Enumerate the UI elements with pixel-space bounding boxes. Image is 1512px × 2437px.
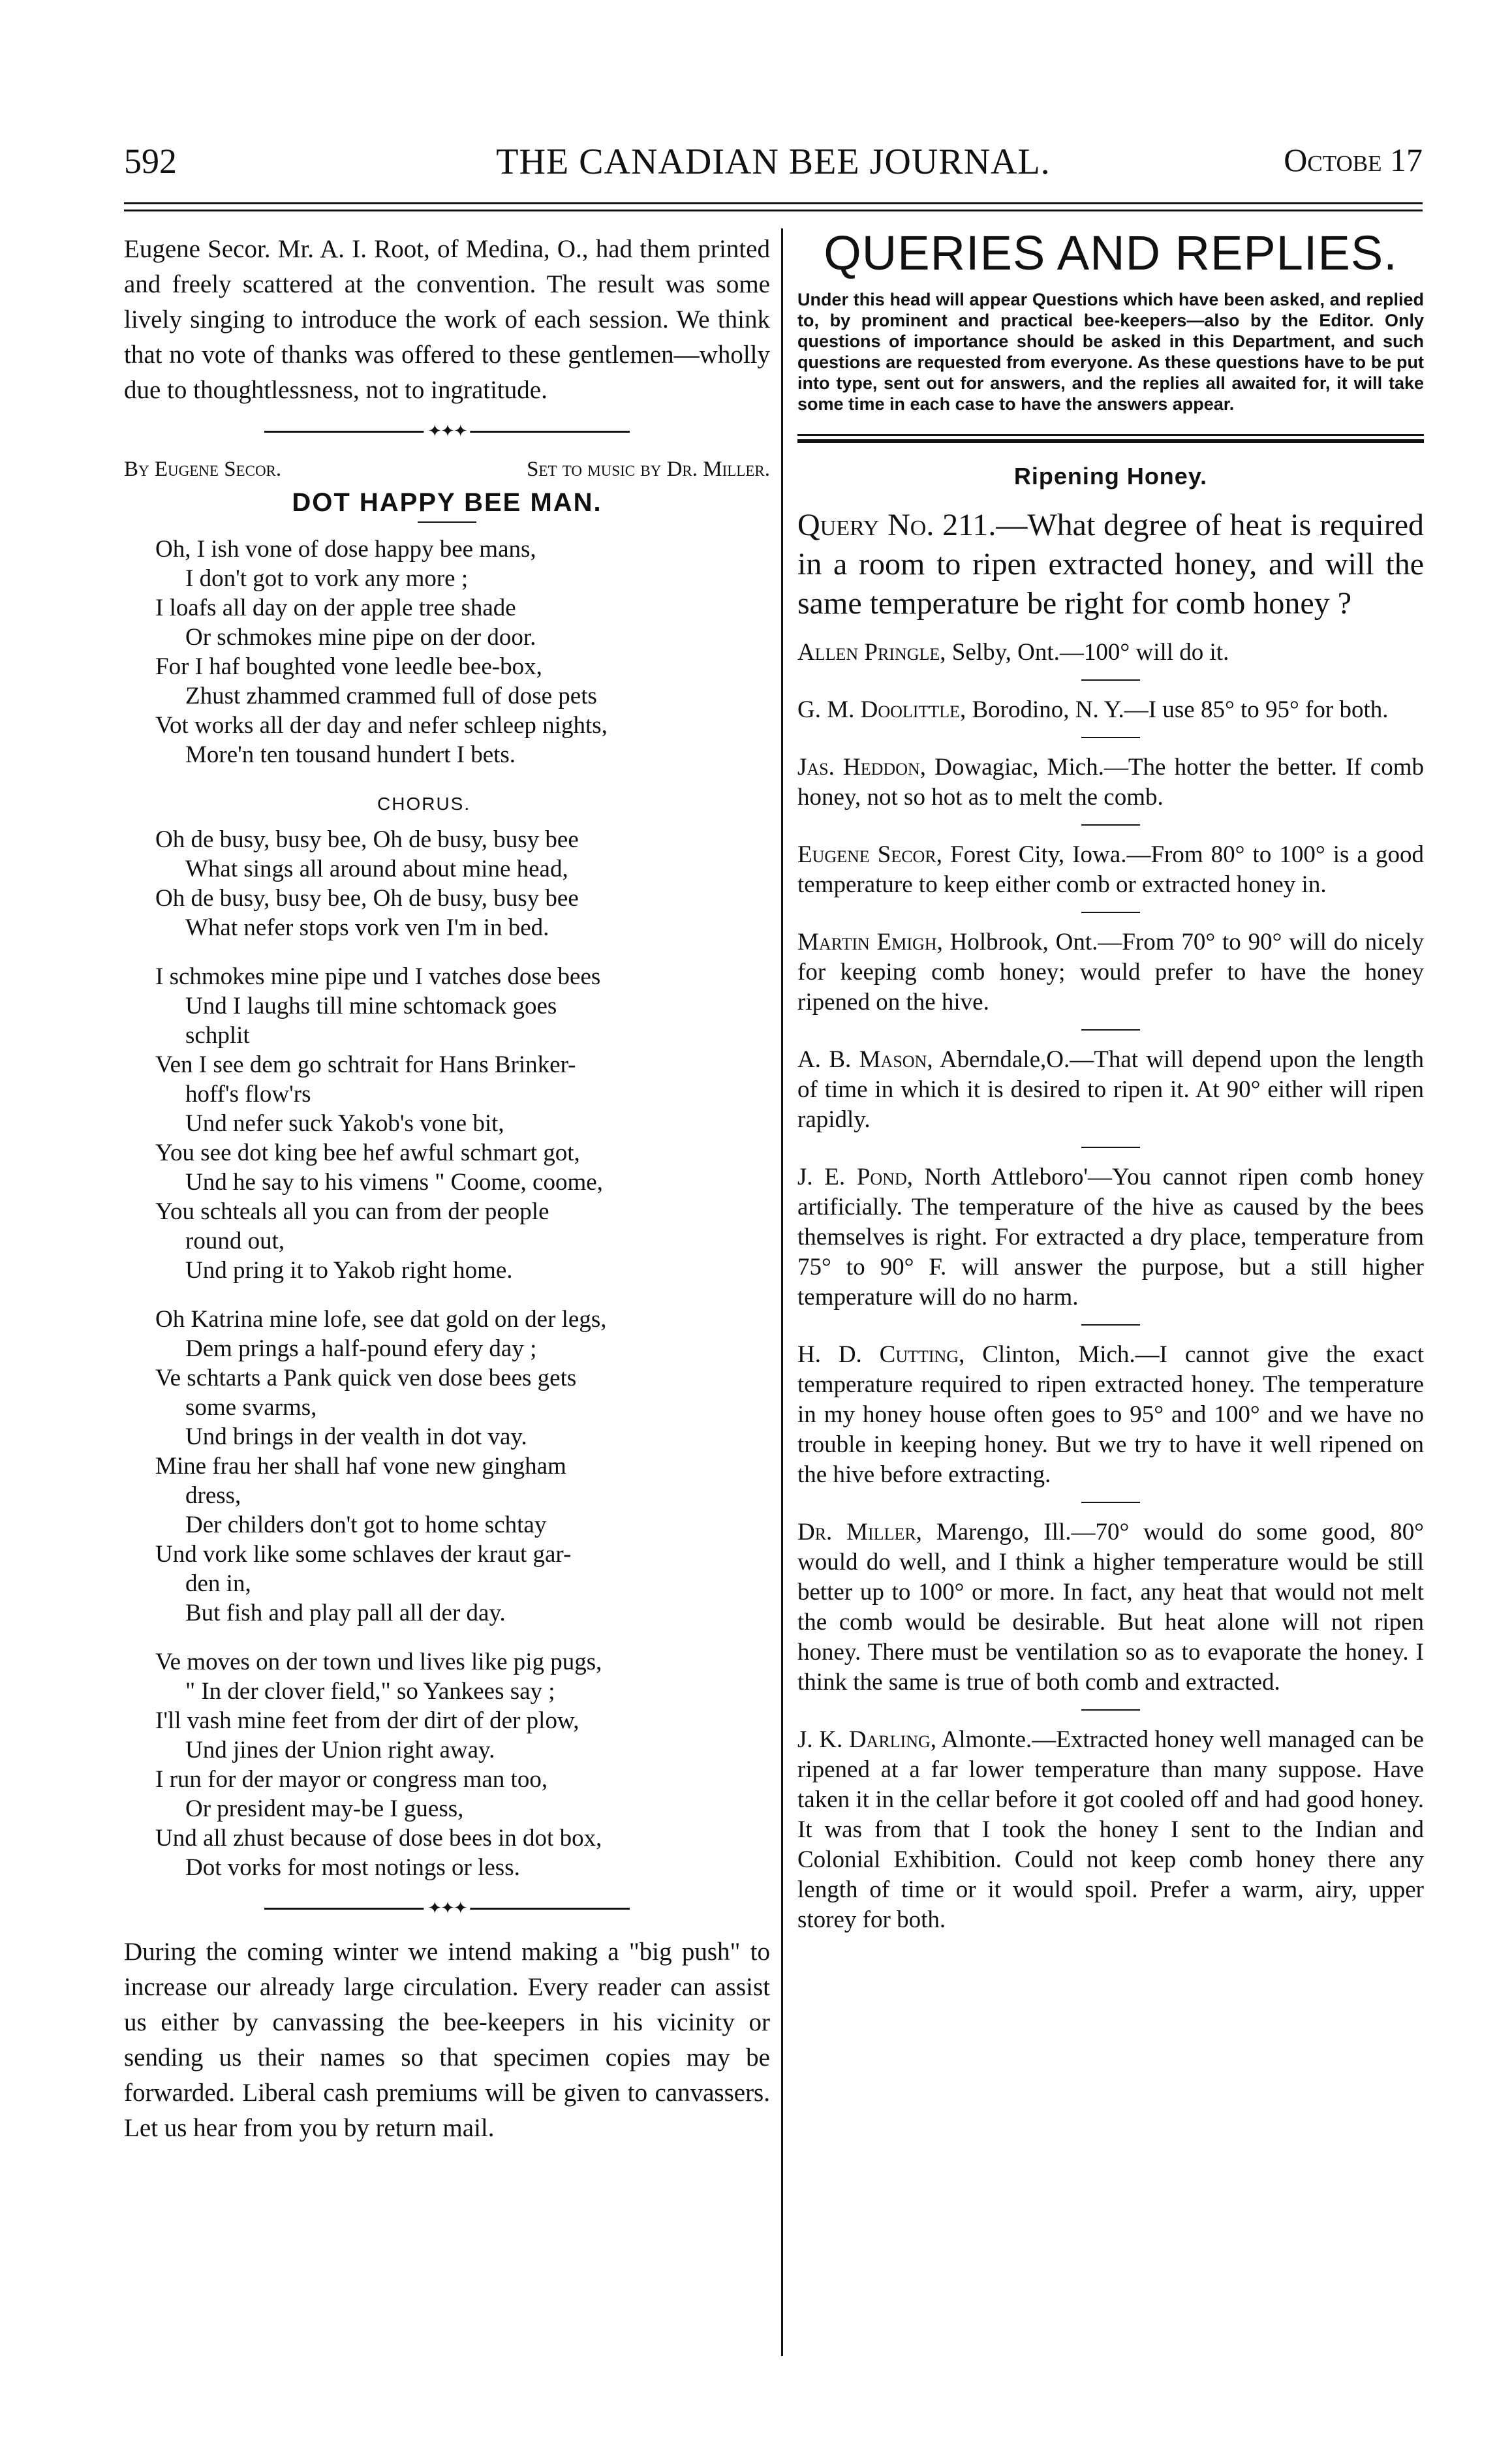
reply-separator [1081, 679, 1140, 681]
section-intro: Under this head will appear Questions which have been asked, and replied to, by prominent and practical bee-keepers—also by the Editor. Only questions of importance should be asked in this Department, and such questions are requested from everyone. As these questions have to be put into type, sent out for answers, and the replies all awaited for, it will take some time in each case to have the answers appear. [797, 290, 1424, 414]
reply-text: , Aberndale,O.—That will depend upon the length of time in which it is desired to ripen it. At 90° either will ripen rapidly. [797, 1046, 1424, 1133]
poem-line: Ve moves on der town und lives like pig pugs, [155, 1649, 602, 1675]
poem-title: DOT HAPPY BEE MAN. [292, 488, 602, 517]
closing-paragraph: During the coming winter we intend making a "big push" to increase our already large circulation. Every reader can assist us either by canvassing the bee-keepers in his vicinity or sending us their names so that specimen copies may be forwarded. Liberal cash premiums will be given to canvassers. Let us hear from you by return mail. [124, 1938, 770, 2142]
poem-music-credit: Set to music by Dr. Miller. [527, 458, 770, 481]
poem-line: You see dot king bee hef awful schmart got, [155, 1140, 580, 1166]
reply-text: , Dowagiac, Mich.—The hotter the better. If comb honey, not so hot as to melt the comb. [797, 754, 1424, 811]
reply-entry [797, 638, 1424, 668]
poem-line: I don't got to vork any more ; [185, 565, 469, 592]
reply-separator [1081, 1147, 1140, 1148]
reply-author: Eugene Secor [797, 841, 936, 868]
reply-entry [797, 1340, 1424, 1490]
poem-line: Der childers don't got to home schtay [185, 1512, 547, 1538]
reply-separator [1081, 1709, 1140, 1711]
poem-line: hoff's flow'rs [185, 1081, 311, 1108]
reply-spacer [797, 623, 1424, 638]
poem-line: I schmokes mine pipe und I vatches dose bees [155, 963, 601, 990]
poem-line: Und pring it to Yakob right home. [185, 1257, 513, 1284]
poem-line: I loafs all day on der apple tree shade [155, 595, 516, 621]
rule-thick [797, 439, 1424, 443]
right-column [797, 226, 1425, 1935]
reply-author: Martin Emigh [797, 929, 937, 955]
poem-line: Und I laughs till mine schtomack goes [185, 993, 557, 1019]
poem-line: Und he say to his vimens " Coome, coome, [185, 1169, 603, 1196]
poem-line: Oh Katrina mine lofe, see dat gold on der legs, [155, 1306, 607, 1333]
section-title: QUERIES AND REPLIES. [824, 226, 1398, 280]
reply-text: , Selby, Ont.—100° will do it. [940, 639, 1229, 666]
reply-text: , Clinton, Mich.—I cannot give the exact temperature required to ripen extracted honey. The temperature in my honey house often goes to 95° and 100° and we have no trouble in keeping honey. But we try to have it well ripened on the hive before extracting. [797, 1341, 1424, 1488]
poem-credit [124, 458, 770, 482]
reply-entry [797, 1162, 1424, 1312]
reply-text: , Almonte.—Extracted honey well managed can be ripened at a far lower temperature than many suppose. Have taken it in the cellar before it got cooled off and had good honey. It was from that I took the honey I sent to the Indian and Colonial Exhibition. Could not keep comb honey there any length of time or it would spoil. Prefer a warm, airy, upper storey for both. [797, 1726, 1424, 1933]
poem-line: Zhust zhammed crammed full of dose pets [185, 683, 597, 709]
header-rule-lower [124, 210, 1423, 211]
reply-text: , Holbrook, Ont.—From 70° to 90° will do nicely for keeping comb honey; would prefer to have the honey ripened on the hive. [797, 929, 1424, 1016]
reply-author: Dr. Miller [797, 1519, 916, 1545]
issue-date: Octobe 17 [1284, 142, 1423, 178]
poem-stanza-1 [155, 535, 770, 769]
reply-entry [797, 840, 1424, 900]
query-text [797, 506, 1424, 623]
header-rule [124, 202, 1423, 204]
reply-author: Jas. Heddon [797, 754, 920, 781]
poem-line: Vot works all der day and nefer schleep nights, [155, 712, 608, 739]
poem-line: More'n ten tousand hundert I bets. [185, 741, 516, 768]
poem-line: Und nefer suck Yakob's vone bit, [185, 1110, 504, 1137]
reply-entry [797, 1045, 1424, 1135]
reply-entry [797, 1725, 1424, 1935]
query-label: Query No. 211. [797, 508, 996, 542]
poem-line: Or schmokes mine pipe on der door. [185, 624, 536, 651]
poem-line: You schteals all you can from der people [155, 1198, 549, 1225]
poem-line: Dot vorks for most notings or less. [185, 1854, 520, 1881]
reply-entry [797, 927, 1424, 1017]
replies-list [797, 623, 1424, 1935]
intro-paragraph: Eugene Secor. Mr. A. I. Root, of Medina, O., had them printed and freely scattered at the convention. The result was some lively singing to introduce the work of each session. We think that no vote of thanks was offered to these gentlemen—wholly due to thoughtlessness, not to ingratitude. [124, 235, 770, 404]
poem-chorus [155, 825, 770, 942]
poem-line: But fish and play pall all der day. [185, 1600, 506, 1626]
ornament-glyph: ✦✦✦ [424, 425, 470, 438]
reply-separator [1081, 1502, 1140, 1503]
poem [155, 535, 770, 1882]
section-ornament [264, 422, 630, 441]
reply-entry [797, 753, 1424, 813]
poem-line: some svarms, [185, 1394, 317, 1421]
poem-line: round out, [185, 1228, 285, 1254]
poem-line: I'll vash mine feet from der dirt of der plow, [155, 1707, 579, 1734]
reply-text: , Forest City, Iowa.—From 80° to 100° is a good temperature to keep either comb or extracted honey in. [797, 841, 1424, 898]
poem-line: Und brings in der vealth in dot vay. [185, 1423, 527, 1450]
poem-line: Und vork like some schlaves der kraut gar- [155, 1541, 572, 1568]
poem-line: Und all zhust because of dose bees in dot box, [155, 1825, 602, 1852]
poem-line: den in, [185, 1570, 251, 1597]
poem-line: What nefer stops vork ven I'm in bed. [185, 914, 549, 941]
reply-separator [1081, 912, 1140, 913]
reply-entry [797, 1517, 1424, 1698]
reply-text: , North Attleboro'—You cannot ripen comb honey artificially. The temperature of the hive as caused by the bees themselves is right. For extracted a dry place, temperature from 75° to 90° F. will answer the purpose, but a still higher temperature will do no harm. [797, 1164, 1424, 1311]
reply-author: Allen Pringle [797, 639, 940, 666]
reply-separator [1081, 824, 1140, 826]
reply-author: G. M. Doolittle [797, 696, 960, 723]
query-subtitle: Ripening Honey. [1013, 463, 1208, 489]
reply-separator [1081, 1029, 1140, 1031]
section-ornament [264, 1899, 630, 1917]
reply-text: , Marengo, Ill.—70° would do some good, 80° would do well, and I think a higher temperature would be still better up to 100° or more. In fact, any heat that would not melt the comb would be desirable. But heat alone will not ripen honey. There must be ventilation so as to evaporate the honey. I think the same is true of both comb and extracted. [797, 1519, 1424, 1696]
poem-line: Or president may-be I guess, [185, 1795, 464, 1822]
poem-line: Oh de busy, busy bee, Oh de busy, busy bee [155, 885, 579, 912]
poem-line: For I haf boughted vone leedle bee-box, [155, 653, 542, 680]
title-rule [418, 521, 476, 523]
poem-line: Dem prings a half-pound efery day ; [185, 1335, 537, 1362]
reply-author: J. E. Pond [797, 1164, 907, 1190]
reply-text: , Borodino, N. Y.—I use 85° to 95° for both. [959, 696, 1389, 723]
left-column [124, 232, 770, 2146]
poem-line: dress, [185, 1482, 241, 1509]
poem-line: Oh, I ish vone of dose happy bee mans, [155, 536, 536, 563]
poem-line: " In der clover field," so Yankees say ; [185, 1678, 555, 1705]
reply-separator [1081, 1324, 1140, 1326]
poem-stanza-2 [155, 962, 770, 1285]
poem-line: Und jines der Union right away. [185, 1737, 495, 1763]
reply-author: J. K. Darling [797, 1726, 931, 1753]
column-divider [781, 228, 783, 2356]
reply-author: H. D. Cutting [797, 1341, 959, 1368]
poem-line: Oh de busy, busy bee, Oh de busy, busy bee [155, 826, 579, 853]
chorus-label: CHORUS. [377, 794, 471, 814]
poem-line: What sings all around about mine head, [185, 856, 568, 882]
poem-stanza-4 [155, 1647, 770, 1882]
poem-line: schplit [185, 1022, 250, 1049]
query-body: —What degree of heat is required in a room to ripen extracted honey, and will the same temperature be right for comb honey ? [797, 508, 1425, 621]
ornament-glyph: ✦✦✦ [424, 1902, 470, 1915]
poem-author: By Eugene Secor. [124, 458, 282, 481]
rule-thin [797, 434, 1424, 436]
journal-title: THE CANADIAN BEE JOURNAL. [496, 142, 1051, 182]
reply-author: A. B. Mason [797, 1046, 927, 1073]
reply-entry [797, 695, 1424, 725]
section-double-rule [797, 434, 1424, 443]
page-number: 592 [124, 142, 177, 181]
poem-line: Ve schtarts a Pank quick ven dose bees gets [155, 1365, 577, 1391]
poem-line: I run for der mayor or congress man too, [155, 1766, 548, 1793]
poem-line: Ven I see dem go schtrait for Hans Brinker- [155, 1051, 576, 1078]
page-header [124, 141, 1423, 193]
reply-separator [1081, 737, 1140, 738]
poem-stanza-3 [155, 1305, 770, 1628]
poem-line: Mine frau her shall haf vone new gingham [155, 1453, 566, 1480]
